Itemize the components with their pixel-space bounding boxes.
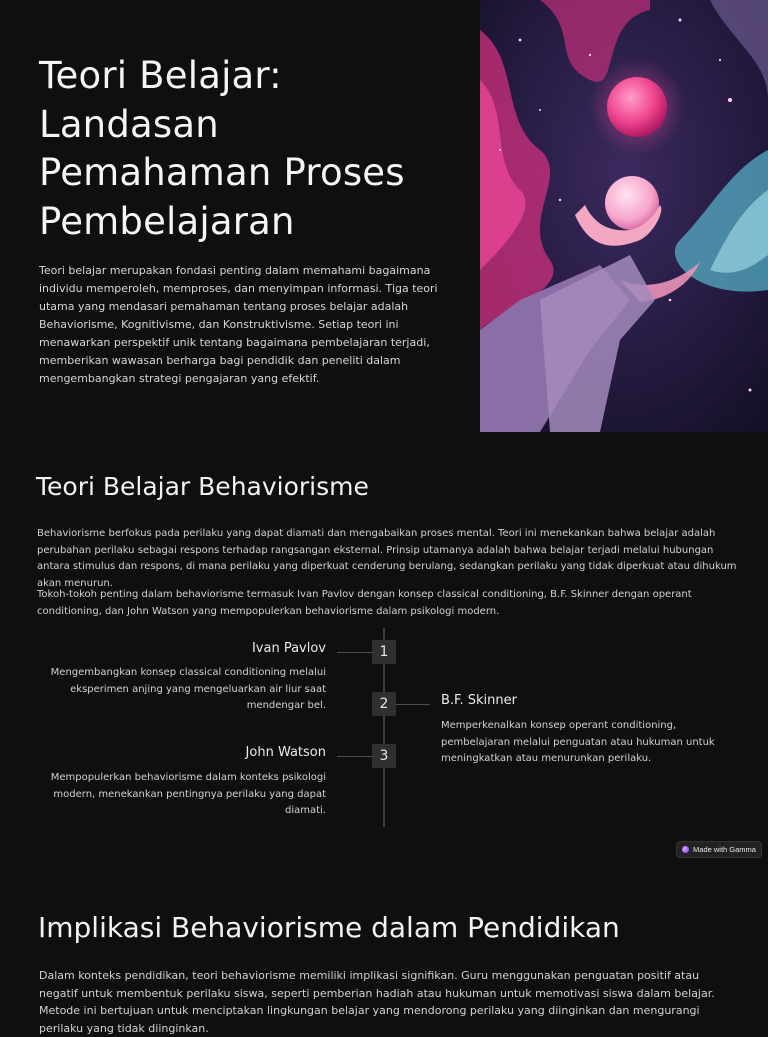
timeline-description: Mengembangkan konsep classical conditioning melalui eksperimen anjing yang mengeluarkan air liur saat mendengar bel. [50,667,326,711]
timeline-connector [337,652,373,653]
behaviorism-title: Teori Belajar Behaviorisme [36,472,369,501]
timeline-name: B.F. Skinner [441,693,517,708]
timeline-step-badge: 1 [372,640,396,664]
behaviorism-paragraph-1: Behaviorisme berfokus pada perilaku yang dapat diamati dan mengabaikan proses mental. Teori ini menekankan bahwa belajar adalah perubahan perilaku sebagai respons terhadap rangsangan eksternal. Prinsip utamanya adalah bahwa belajar terjadi melalui hubungan antara stimulus dan respons, di mana perilaku yang diperkuat cenderung berulang, sedangkan perilaku yang tidak diperkuat atau dihukum akan menurun. [37,528,737,588]
timeline-description: Mempopulerkan behaviorisme dalam konteks psikologi modern, menekankan pentingnya perilaku yang dapat diamati. [50,772,326,816]
timeline-connector [337,756,373,757]
hero-illustration [480,0,768,432]
timeline-step-badge: 2 [372,692,396,716]
timeline-step-badge: 3 [372,744,396,768]
gamma-logo-icon [682,846,689,853]
timeline-name: John Watson [245,745,326,760]
made-with-gamma-badge[interactable] [676,841,762,858]
implications-paragraph: Dalam konteks pendidikan, teori behaviorisme memiliki implikasi signifikan. Guru menggunakan penguatan positif atau negatif untuk membentuk perilaku siswa, seperti pemberian hadiah atau hukuman untuk memotivasi siswa dalam belajar. Metode ini bertujuan untuk menciptakan lingkungan belajar yang mendorong perilaku yang diinginkan dan mengurangi perilaku yang tidak diinginkan. [39,969,715,1035]
behaviorism-paragraph-2: Tokoh-tokoh penting dalam behaviorisme termasuk Ivan Pavlov dengan konsep classical conditioning, B.F. Skinner dengan operant conditioning, dan John Watson yang mempopulerkan behaviorisme dalam psikologi modern. [37,589,692,617]
implications-title: Implikasi Behaviorisme dalam Pendidikan [38,911,620,944]
intro-paragraph: Teori belajar merupakan fondasi penting dalam memahami bagaimana individu memperoleh, memproses, dan menyimpan informasi. Tiga teori utama yang mendasari pemahaman tentang proses belajar adalah Behaviorisme, Kognitivisme, dan Konstruktivisme. Setiap teori ini menawarkan perspektif unik tentang bagaimana pembelajaran terjadi, memberikan wawasan berharga bagi pendidik dan peneliti dalam mengembangkan strategi pengajaran yang efektif. [39,264,438,385]
page-title: Teori Belajar: Landasan Pemahaman Proses Pembelajaran [39,54,405,243]
timeline-connector [396,704,430,705]
timeline-description: Memperkenalkan konsep operant conditioning, pembelajaran melalui penguatan atau hukuman untuk meningkatkan atau menurunkan perilaku. [441,720,715,764]
timeline-name: Ivan Pavlov [251,641,326,656]
badge-label: Made with Gamma [693,845,756,854]
